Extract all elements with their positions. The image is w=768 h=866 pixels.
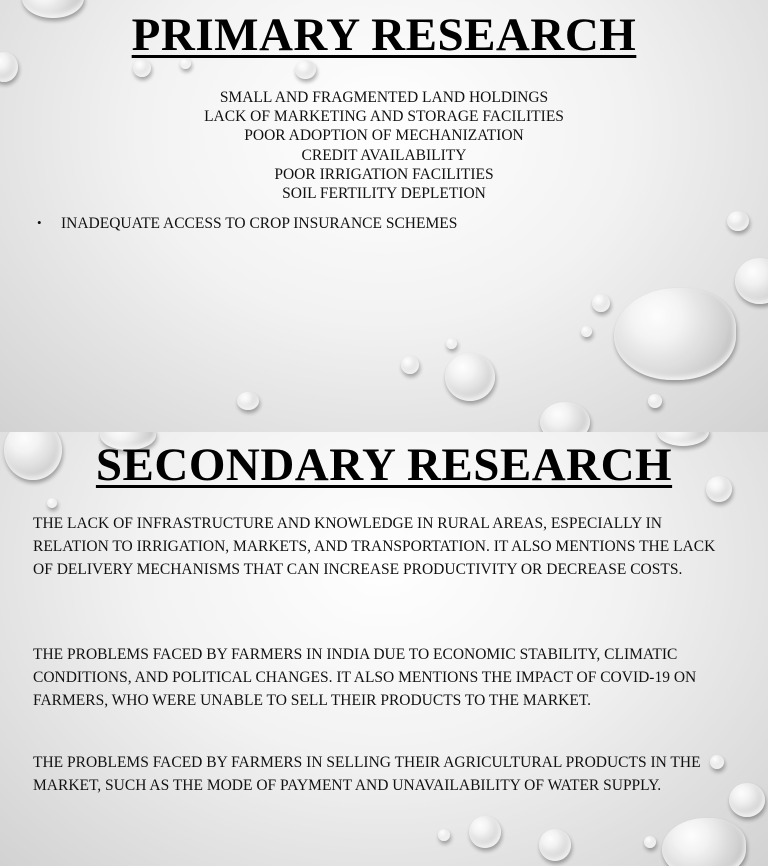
- water-drop-decoration: [295, 60, 316, 79]
- bullet-item: • INADEQUATE ACCESS TO CROP INSURANCE SCHEMES: [37, 215, 457, 233]
- water-drop-decoration: [735, 258, 768, 304]
- research-paragraph: THE PROBLEMS FACED BY FARMERS IN SELLING THEIR AGRICULTURAL PRODUCTS IN THE MARKET, SUCH AS THE MODE OF PAYMENT AND UNAVAILABILITY OF WATER SUPPLY.: [33, 754, 701, 795]
- water-drop-decoration: [237, 392, 259, 410]
- water-drop-decoration: [662, 818, 746, 866]
- water-drop-decoration: [729, 783, 765, 817]
- water-drop-decoration: [614, 288, 736, 380]
- primary-points-list: [0, 88, 768, 203]
- research-paragraph: THE LACK OF INFRASTRUCTURE AND KNOWLEDGE IN RURAL AREAS, ESPECIALLY IN RELATION TO IRRIGATION, MARKETS, AND TRANSPORTATION. IT ALSO MENTIONS THE LACK OF DELIVERY MECHANISMS THAT CAN INCREASE PRODUCTIVITY OR DECREASE COSTS.: [33, 515, 716, 579]
- water-drop-decoration: [540, 402, 590, 432]
- water-drop-decoration: [581, 326, 592, 337]
- primary-bullet-list: [37, 215, 457, 233]
- research-paragraph: THE PROBLEMS FACED BY FARMERS IN INDIA DUE TO ECONOMIC STABILITY, CLIMATIC CONDITIONS, AND POLITICAL CHANGES. IT ALSO MENTIONS THE IMPACT OF COVID-19 ON FARMERS, WHO WERE UNABLE TO SELL THEIR PRODUCTS TO THE MARKET.: [33, 646, 697, 710]
- slide-primary-research: [0, 0, 768, 432]
- water-drop-decoration: [592, 294, 610, 312]
- water-drop-decoration: [446, 338, 457, 349]
- list-item: POOR IRRIGATION FACILITIES: [274, 165, 494, 183]
- water-drop-decoration: [539, 829, 571, 861]
- list-item: POOR ADOPTION OF MECHANIZATION: [244, 127, 524, 145]
- list-item: SMALL AND FRAGMENTED LAND HOLDINGS: [219, 89, 549, 106]
- list-item: SOIL FERTILITY DEPLETION: [282, 185, 486, 203]
- water-drop-decoration: [469, 816, 501, 848]
- water-drop-decoration: [47, 498, 57, 508]
- water-drop-decoration: [727, 211, 749, 231]
- water-drop-decoration: [438, 829, 450, 841]
- list-item: LACK OF MARKETING AND STORAGE FACILITIES: [204, 108, 564, 126]
- slide-secondary-research: [0, 432, 768, 866]
- water-drop-decoration: [445, 353, 495, 401]
- list-item: CREDIT AVAILABILITY: [301, 146, 467, 164]
- water-drop-decoration: [648, 394, 662, 408]
- water-drop-decoration: [401, 356, 419, 374]
- water-drop-decoration: [644, 836, 656, 848]
- slide-title: PRIMARY RESEARCH: [131, 9, 637, 61]
- slide-title: SECONDARY RESEARCH: [95, 439, 673, 491]
